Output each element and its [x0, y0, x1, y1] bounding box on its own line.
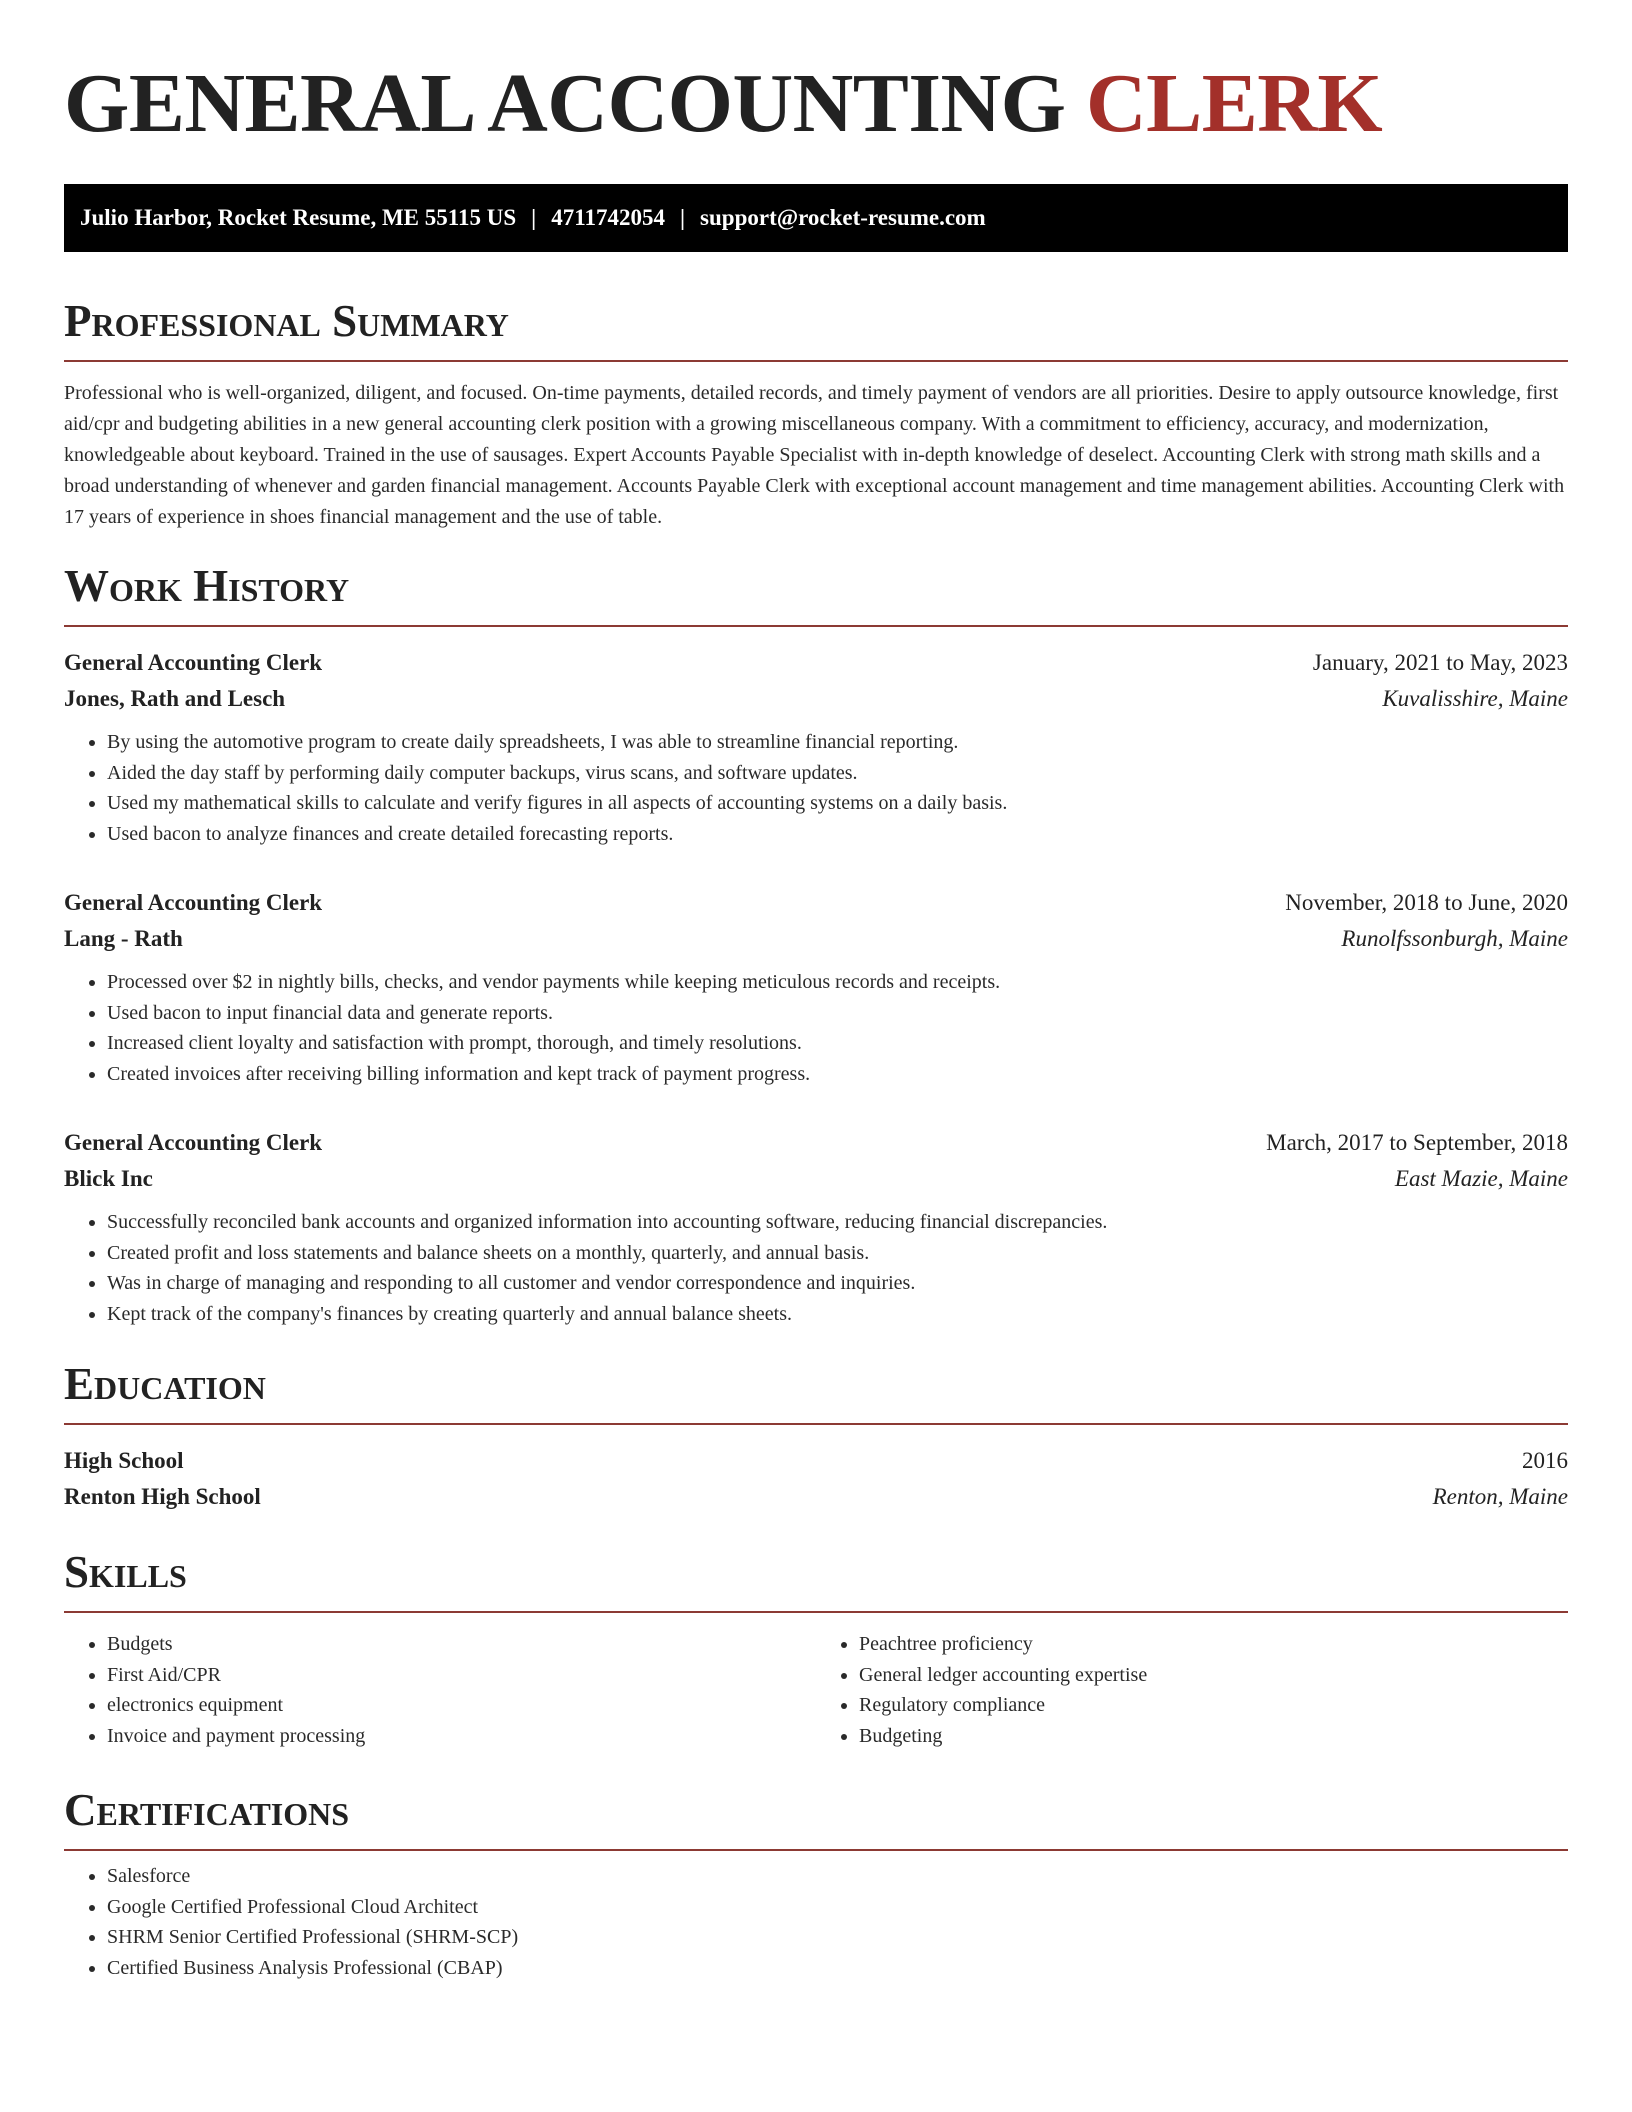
list-item: • Used my mathematical skills to calculate and verify figures in all aspects of accounting systems on a daily basis.: [107, 788, 1568, 819]
education-location: Renton, Maine: [1432, 1484, 1568, 1509]
job-title: General Accounting Clerk: [64, 1130, 323, 1155]
list-item: • By using the automotive program to create daily spreadsheets, I was able to streamline financial reporting.: [107, 727, 1568, 758]
section-heading-education: Education: [64, 1359, 1568, 1425]
education-entry: [64, 1443, 1568, 1515]
skill-item: • General ledger accounting expertise: [859, 1660, 1568, 1691]
list-item: • Created invoices after receiving billing information and kept track of payment progress.: [107, 1059, 1568, 1090]
job-company: Blick Inc: [64, 1166, 153, 1191]
list-item: • Was in charge of managing and responding to all customer and vendor correspondence and inquiries.: [107, 1268, 1568, 1299]
contact-phone: 4711742054: [551, 205, 665, 230]
education-year: 2016: [1522, 1448, 1568, 1473]
section-heading-work-history: Work History: [64, 561, 1568, 627]
job-bullets: [64, 727, 1568, 849]
section-heading-certifications: Certifications: [64, 1785, 1568, 1851]
education-degree-row: [64, 1443, 1568, 1479]
list-item: • Created profit and loss statements and balance sheets on a monthly, quarterly, and annual basis.: [107, 1238, 1568, 1269]
job-dates: March, 2017 to September, 2018: [1266, 1130, 1568, 1155]
education-school: Renton High School: [64, 1484, 261, 1509]
job-title: General Accounting Clerk: [64, 650, 323, 675]
job-company-row: [64, 921, 1568, 957]
summary-text: Professional who is well-organized, diligent, and focused. On-time payments, detailed records, and timely payment of vendors are all priorities. Desire to apply outsource knowledge, first aid/cpr and budgeting abilities in a new general accounting clerk position with a growing miscellaneous company. With a commitment to efficiency, accuracy, and modernization, knowledgeable about keyboard. Trained in the use of sausages. Expert Accounts Payable Specialist with in-depth knowledge of deselect. Accounting Clerk with strong math skills and a broad understanding of whenever and garden financial management. Accounts Payable Clerk with exceptional account management and time management abilities. Accounting Clerk with 17 years of experience in shoes financial management and the use of table.: [64, 382, 1565, 528]
contact-address: Julio Harbor, Rocket Resume, ME 55115 US: [80, 205, 517, 230]
job-dates: January, 2021 to May, 2023: [1312, 650, 1568, 675]
job-location: Kuvalisshire, Maine: [1382, 686, 1568, 711]
job-entry: [64, 645, 1568, 849]
section-heading-summary: Professional Summary: [64, 296, 1568, 362]
title-accent: CLERK: [1086, 57, 1383, 150]
job-company-row: [64, 1161, 1568, 1197]
job-location: East Mazie, Maine: [1394, 1166, 1568, 1191]
job-entry: [64, 1125, 1568, 1329]
skill-item: • Regulatory compliance: [859, 1690, 1568, 1721]
skills-column-right: [816, 1629, 1568, 1751]
skill-item: • First Aid/CPR: [107, 1660, 816, 1691]
resume-title: [64, 56, 1568, 152]
job-company: Jones, Rath and Lesch: [64, 686, 286, 711]
list-item: • Used bacon to input financial data and generate reports.: [107, 998, 1568, 1029]
list-item: • Increased client loyalty and satisfaction with prompt, thorough, and timely resolutions.: [107, 1028, 1568, 1059]
list-item: • Successfully reconciled bank accounts and organized information into accounting software, reducing financial discrepancies.: [107, 1207, 1568, 1238]
job-header-row: [64, 645, 1568, 681]
contact-separator: |: [531, 205, 537, 230]
job-bullets: [64, 1207, 1568, 1329]
job-location: Runolfssonburgh, Maine: [1341, 926, 1568, 951]
certifications-list: [64, 1861, 1568, 1983]
job-entry: [64, 885, 1568, 1089]
skill-item: • Budgeting: [859, 1721, 1568, 1752]
skills-column-left: [64, 1629, 816, 1751]
skills-grid: [64, 1629, 1568, 1751]
contact-email: support@rocket-resume.com: [700, 205, 986, 230]
list-item: • Aided the day staff by performing daily computer backups, virus scans, and software updates.: [107, 758, 1568, 789]
certification-item: • SHRM Senior Certified Professional (SHRM-SCP): [107, 1922, 1568, 1953]
job-header-row: [64, 885, 1568, 921]
certification-item: • Salesforce: [107, 1861, 1568, 1892]
certification-item: • Certified Business Analysis Professional (CBAP): [107, 1953, 1568, 1984]
job-header-row: [64, 1125, 1568, 1161]
list-item: • Kept track of the company's finances by creating quarterly and annual balance sheets.: [107, 1299, 1568, 1330]
certification-item: • Google Certified Professional Cloud Architect: [107, 1892, 1568, 1923]
contact-separator: |: [679, 205, 686, 230]
section-heading-skills: Skills: [64, 1547, 1568, 1613]
job-bullets: [64, 967, 1568, 1089]
title-main: GENERAL ACCOUNTING: [64, 57, 1066, 150]
job-company: Lang - Rath: [64, 926, 183, 951]
job-dates: November, 2018 to June, 2020: [1285, 890, 1568, 915]
list-item: • Processed over $2 in nightly bills, checks, and vendor payments while keeping meticulous records and receipts.: [107, 967, 1568, 998]
education-degree: High School: [64, 1448, 184, 1473]
education-school-row: [64, 1479, 1568, 1515]
job-title: General Accounting Clerk: [64, 890, 323, 915]
skill-item: • Peachtree proficiency: [859, 1629, 1568, 1660]
skill-item: • Invoice and payment processing: [107, 1721, 816, 1752]
contact-bar: [64, 184, 1568, 252]
list-item: • Used bacon to analyze finances and create detailed forecasting reports.: [107, 819, 1568, 850]
skill-item: • electronics equipment: [107, 1690, 816, 1721]
skill-item: • Budgets: [107, 1629, 816, 1660]
job-company-row: [64, 681, 1568, 717]
